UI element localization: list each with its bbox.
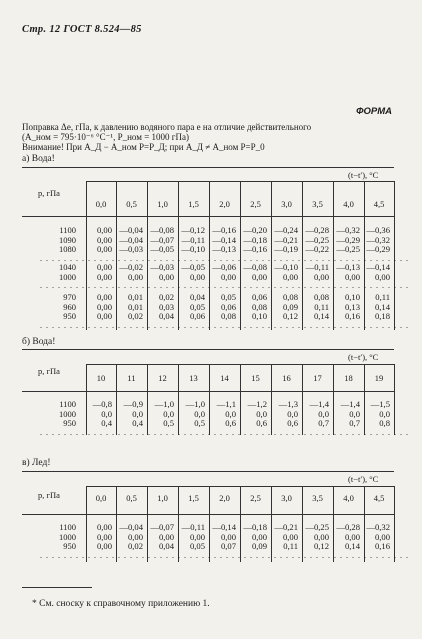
dotted-continuation: . . . . . . . . . . . . . . . . . . . . . . . . . . . . . . . . . . . . . . . . . . . . . . . . . . . . . . . . . . . . . .: [40, 281, 409, 291]
value-cell: 0,04 0,05 0,06: [189, 292, 205, 322]
intro-text: [22, 122, 394, 152]
column-header: 3,5: [312, 199, 323, 209]
p-label: p, гПа: [38, 490, 60, 500]
value-cell: —1,3 0,0 0,6: [278, 399, 298, 429]
value-cell: —0,08 —0,07 —0,05: [150, 225, 174, 255]
rule: [22, 216, 394, 217]
value-cell: —0,32 —0,29 —0,25: [336, 225, 360, 255]
form-label: ФОРМА: [356, 106, 392, 117]
value-cell: —0,28 0,00 0,14: [336, 522, 360, 552]
p-label: p, гПа: [38, 188, 60, 198]
t-label: (t−t′), °C: [348, 474, 379, 484]
column-header: 4,5: [373, 493, 385, 503]
intro-line-1: Поправка Δe, гПа, к давлению водяного пара e на отличие действительного: [22, 122, 312, 132]
p-label: p, гПа: [38, 366, 60, 376]
dotted-continuation: . . . . . . . . . . . . . . . . . . . . . . . . . . . . . . . . . . . . . . . . . . . . . . . . . . . . . . . . . . . . . .: [40, 253, 409, 263]
section-a-label: а) Вода!: [22, 154, 55, 164]
intro-line-2: (A_ном = 795·10⁻⁶ °C⁻¹, P_ном = 1000 гПа): [22, 132, 189, 142]
value-cell: —0,06 0,00: [212, 262, 236, 282]
value-cell: —0,07 0,00 0,04: [150, 522, 174, 552]
value-cell: —1,0 0,0 0,5: [154, 399, 174, 429]
page-header: Стр. 12 ГОСТ 8.524—85: [22, 24, 142, 35]
rule: [22, 514, 394, 515]
value-cell: 0,08 0,11 0,14: [313, 292, 329, 322]
value-cell: 0,05 0,06 0,08: [220, 292, 236, 322]
value-cell: 0,00 0,00 0,00: [96, 292, 112, 322]
column-header: 16: [282, 373, 291, 383]
column-header: 4,5: [373, 199, 385, 209]
pressure-values: 1100 1000 950: [59, 522, 76, 552]
column-header: 2,0: [219, 199, 230, 209]
column-header: 4,0: [343, 493, 354, 503]
value-cell: —0,21 0,00 0,11: [274, 522, 298, 552]
dotted-continuation: . . . . . . . . . . . . . . . . . . . . . . . . . . . . . . . . . . . . . . . . . . . . . . . . . . . . . . . . . . . . . .: [40, 427, 409, 437]
value-cell: —0,9 0,0 0,4: [123, 399, 143, 429]
pressure-values: 970 960 950: [63, 292, 76, 322]
column-header: 2,0: [219, 493, 230, 503]
column-header: 0,5: [126, 493, 137, 503]
value-cell: —0,04 —0,04 —0,03: [119, 225, 143, 255]
footnote: * См. сноску к справочному приложению 1.: [32, 599, 210, 609]
value-cell: —1,0 0,0 0,5: [185, 399, 205, 429]
column-header: 1,5: [188, 493, 199, 503]
rule: [22, 471, 394, 472]
rule: [22, 391, 394, 392]
column-header: 0,5: [126, 199, 137, 209]
value-cell: —0,20 —0,18 —0,16: [243, 225, 267, 255]
column-header: 4,0: [343, 199, 354, 209]
value-cell: —0,12 —0,11 —0,10: [181, 225, 205, 255]
value-cell: 0,01 0,01 0,02: [127, 292, 143, 322]
column-header: 2,5: [250, 493, 261, 503]
column-header: 15: [251, 373, 260, 383]
value-cell: —0,13 0,00: [336, 262, 360, 282]
column-header: 3,0: [281, 493, 292, 503]
pressure-values: 1100 1090 1080: [59, 225, 76, 255]
intro-line-3: Внимание! При A_Д − A_ном P=P_Д; при A_Д ≠ A_ном P=P_0: [22, 142, 265, 152]
column-header: 12: [158, 373, 167, 383]
column-header: 0,0: [95, 199, 107, 209]
column-header: 13: [189, 373, 198, 383]
value-cell: 0,08 0,09 0,12: [282, 292, 298, 322]
value-cell: —1,1 0,0 0,6: [216, 399, 236, 429]
column-rule: [394, 364, 395, 435]
value-cell: —1,4 0,0 0,7: [309, 399, 329, 429]
footnote-rule: [22, 587, 92, 588]
column-header: 17: [313, 373, 322, 383]
column-header: 11: [127, 373, 136, 383]
column-header: 14: [220, 373, 229, 383]
value-cell: —0,28 —0,25 —0,22: [305, 225, 329, 255]
value-cell: 0,00 0,00 0,00: [96, 522, 112, 552]
value-cell: 0,00 0,00 0,00: [96, 225, 112, 255]
pressure-values: 1040 1000: [59, 262, 76, 282]
value-cell: —0,02 0,00: [119, 262, 143, 282]
value-cell: —0,36 —0,32 —0,29: [366, 225, 390, 255]
column-header: 3,0: [281, 199, 292, 209]
value-cell: —0,25 0,00 0,12: [305, 522, 329, 552]
value-cell: 0,02 0,03 0,04: [158, 292, 174, 322]
section-b-label: б) Вода!: [22, 337, 56, 347]
column-header: 0,0: [95, 493, 107, 503]
column-header: 19: [374, 373, 384, 383]
column-header: 10: [96, 373, 106, 383]
column-header: 3,5: [312, 493, 323, 503]
value-cell: —0,04 0,00 0,02: [119, 522, 143, 552]
value-cell: —0,32 0,00 0,16: [366, 522, 390, 552]
value-cell: —0,16 —0,14 —0,13: [212, 225, 236, 255]
value-cell: —0,10 0,00: [274, 262, 298, 282]
value-cell: —1,5 0,0 0,8: [370, 399, 390, 429]
value-cell: —0,18 0,00 0,09: [243, 522, 267, 552]
value-cell: —0,08 0,00: [243, 262, 267, 282]
column-header: 1,0: [157, 199, 168, 209]
value-cell: —0,11 0,00 0,05: [181, 522, 205, 552]
value-cell: —0,14 0,00 0,07: [212, 522, 236, 552]
value-cell: —0,24 —0,21 —0,19: [274, 225, 298, 255]
value-cell: —0,05 0,00: [181, 262, 205, 282]
value-cell: —1,4 0,0 0,7: [340, 399, 360, 429]
rule: [22, 349, 394, 350]
value-cell: —0,03 0,00: [150, 262, 174, 282]
value-cell: 0,11 0,14 0,18: [374, 292, 390, 322]
dotted-continuation: . . . . . . . . . . . . . . . . . . . . . . . . . . . . . . . . . . . . . . . . . . . . . . . . . . . . . . . . . . . . . .: [40, 320, 409, 330]
value-cell: —0,8 0,0 0,4: [92, 399, 112, 429]
value-cell: —0,14 0,00: [366, 262, 390, 282]
value-cell: 0,10 0,13 0,16: [344, 292, 360, 322]
value-cell: 0,00 0,00: [96, 262, 112, 282]
t-label: (t−t′), °C: [348, 170, 379, 180]
rule: [22, 167, 394, 168]
pressure-values: 1100 1000 950: [59, 399, 76, 429]
value-cell: 0,06 0,08 0,10: [251, 292, 267, 322]
column-header: 18: [344, 373, 353, 383]
column-header: 1,0: [157, 493, 168, 503]
dotted-continuation: . . . . . . . . . . . . . . . . . . . . . . . . . . . . . . . . . . . . . . . . . . . . . . . . . . . . . . . . . . . . . .: [40, 550, 409, 560]
column-header: 2,5: [250, 199, 261, 209]
value-cell: —0,11 0,00: [305, 262, 329, 282]
t-label: (t−t′), °C: [348, 352, 379, 362]
value-cell: —1,2 0,0 0,6: [247, 399, 267, 429]
section-c-label: в) Лед!: [22, 458, 51, 468]
column-header: 1,5: [188, 199, 199, 209]
